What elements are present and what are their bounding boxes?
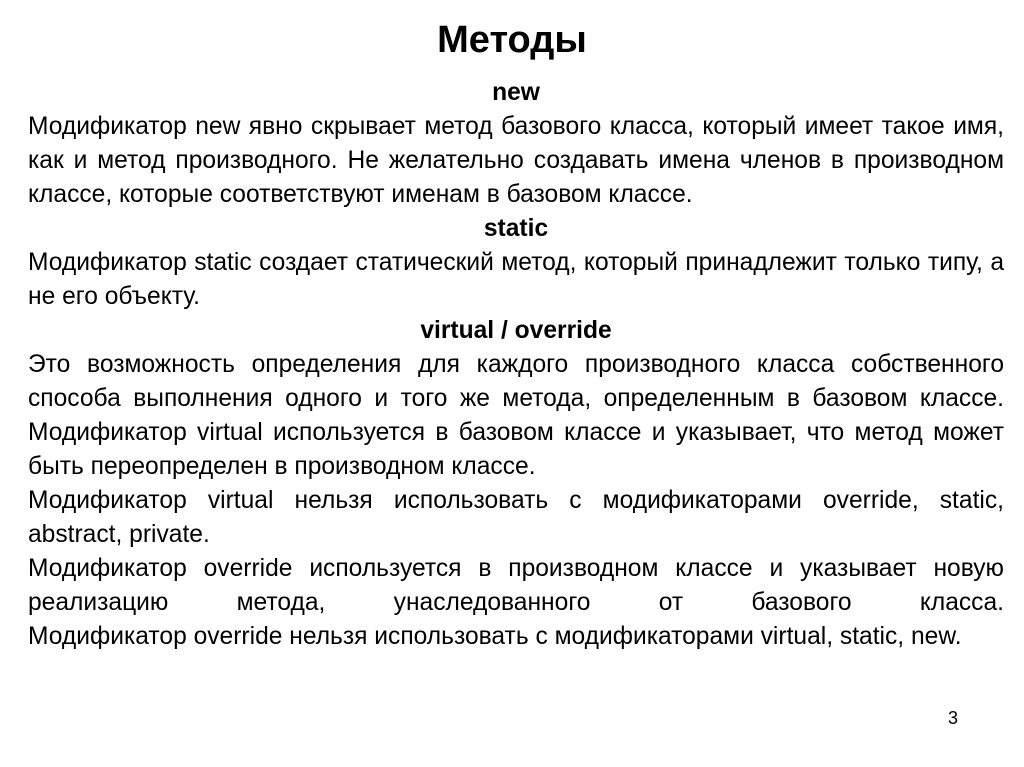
- paragraph-override-restriction: Модификатор override нельзя использовать с модификаторами virtual, static, new.: [28, 623, 962, 650]
- paragraph-new-description: Модификатор new явно скрывает метод базового класса, который имеет такое имя, как и метод производного. Не желательно создавать имена членов в производном классе, которые соответствуют именам в базовом классе.: [28, 113, 1004, 208]
- page-number: 3: [948, 708, 959, 728]
- section-static: [28, 212, 1004, 314]
- section-heading-static: static: [483, 215, 549, 242]
- paragraph-virtual-restriction: Модификатор virtual нельзя использовать с модификаторами override, static, abstract, private.: [28, 487, 1004, 548]
- paragraph-static-description: Модификатор static создает статический метод, который принадлежит только типу, а не его объекту.: [28, 249, 1004, 310]
- section-new: [28, 76, 1004, 212]
- section-heading-virtual-override: virtual / override: [420, 317, 612, 344]
- slide-body: [28, 76, 1004, 654]
- paragraph-override-description: Модификатор override используется в производном классе и указывает новую реализацию метода, унаследованного от базового класса.: [28, 555, 1004, 616]
- section-heading-new: new: [492, 79, 540, 106]
- section-virtual-override: [28, 314, 1004, 654]
- paragraph-virtual-definition: Это возможность определения для каждого производного класса собственного способа выполнения одного и того же метода, определенным в базовом классе. Модификатор virtual используется в базовом классе и указывает, что метод может быть переопределен в производном классе.: [28, 351, 1004, 480]
- slide-title: Методы: [437, 19, 587, 61]
